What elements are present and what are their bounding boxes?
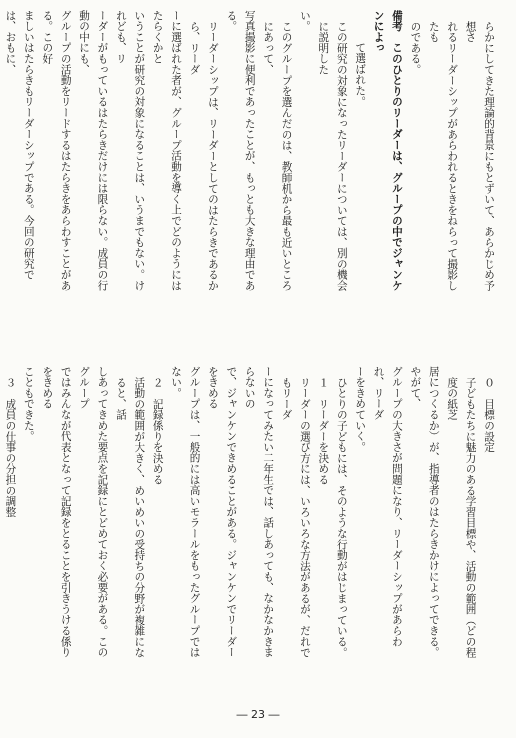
subheading: ２ 記録係りを決める	[151, 376, 164, 485]
subheading: １ リーダーを決める	[317, 376, 330, 485]
page-number: ― 23 ―	[236, 708, 280, 721]
text-line: この研究の対象になったリーダーについては、別の機会に説明した	[317, 20, 348, 291]
text-line: いうことが研究の対象になることは、いうまでもない。けれども、リ	[114, 10, 146, 291]
text-line: ーをきめていく。	[354, 366, 367, 453]
text-line: で、ジャンケンできめることがある。ジャンケンでリーダーをきめる	[206, 366, 238, 658]
text-line: のである。	[409, 20, 422, 75]
text-line: グループの活動をリードするはたらきをあらわすことがある。この好	[41, 10, 72, 291]
text-line: ましいはたらきもリーダーシップである。今回の研究では、おもに、	[4, 10, 35, 280]
text-line: ではみんなが代表となって記録をとることを引きうける係りをきめる	[41, 366, 72, 658]
text-line: れるリーダーシップがあらわれるときをねらって撮影したも	[427, 20, 459, 291]
text-line: リーダーシップは、リーダーとしてのはたらきであるから、リーダ	[188, 20, 219, 291]
text-line: て選ばれた。	[354, 41, 367, 107]
text-line: ーになってみたい二年生では、話しあっても、なかなかきまらないの	[243, 366, 275, 658]
subheading: ３ 成員の仕事の分担の調整	[4, 376, 17, 517]
text-line: しあってきめた要点を記録にとどめておく必要がある。このグループ	[78, 366, 109, 658]
text-line: リーダーの選び方には、いろいろな方法があるが、だれでもリーダ	[280, 376, 311, 658]
text-line: 子どもたちに魅力のある学習目標や、活動の範囲（どの程度の紙芝	[446, 376, 477, 658]
text-line: ーに選ばれた者が、グループ活動を導く上でどのようにはたらくかと	[151, 10, 183, 291]
subheading: ０ 目標の設定	[483, 376, 495, 453]
text-line: グループは、一般的には高いモラールをもったグループではない。	[170, 366, 201, 658]
text-line: 活動の範囲が大きく、めいめいの受持ちの分野が複雑になると、話	[114, 376, 146, 658]
text-line: 写真撮影に便利であったことが、もっとも大きな理由である。	[225, 10, 256, 291]
text-line: グループの大きさが問題になり、リーダーシップがあらわれ、リーダ	[372, 366, 403, 647]
text-line: ーダーがもっているはたらきだけには限らない。成員の行動の中にも、	[78, 10, 109, 291]
note-heading: 備考 このひとりのリーダーは、グループの中でジャンケンによっ	[372, 10, 403, 291]
text-line: 居につくるか）が、指導者のはたらきかけによってできる。やがて、	[409, 366, 440, 658]
text-line: このグループを選んだのは、教師机から最も近いところにあって、	[262, 20, 293, 291]
text-line: こともできた。	[22, 366, 35, 442]
text-line: い。	[298, 10, 311, 32]
text-line: らかにしてきた理論的背景にもとずいて、あらかじめ予想さ	[464, 20, 495, 291]
lower-text-block	[3, 366, 498, 666]
upper-text-block	[3, 10, 498, 298]
text-line: ひとりの子どもには、そのような行動がはじまっている。	[335, 376, 348, 658]
